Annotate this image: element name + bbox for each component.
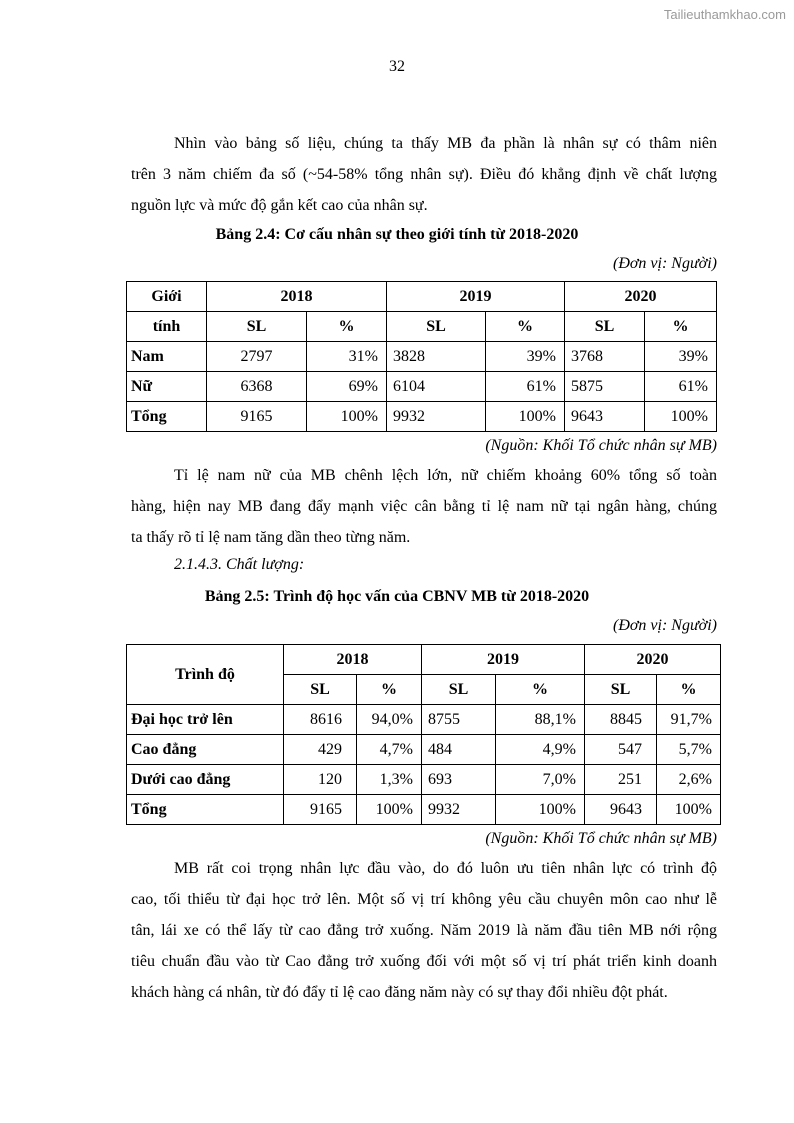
table-cell: 31% (307, 342, 387, 372)
header-cell: Trình độ (127, 645, 284, 705)
year-header: 2019 (422, 645, 585, 675)
table-cell: 100% (307, 402, 387, 432)
row-label: Đại học trở lên (127, 705, 284, 735)
table-cell: 2797 (207, 342, 307, 372)
table-unit: (Đơn vị: Người) (612, 255, 717, 272)
page-number: 32 (389, 58, 405, 75)
table-cell: 4,9% (496, 735, 585, 765)
year-header: 2020 (585, 645, 721, 675)
table-cell: 3828 (387, 342, 486, 372)
sl-header: SL (387, 312, 486, 342)
table-header-row (127, 282, 717, 312)
pct-header: % (645, 312, 717, 342)
table-cell: 88,1% (496, 705, 585, 735)
table-cell: 39% (645, 342, 717, 372)
table-row (127, 372, 717, 402)
table-cell: 9932 (387, 402, 486, 432)
sl-header: SL (585, 675, 657, 705)
sl-header: SL (565, 312, 645, 342)
table-cell: 94,0% (357, 705, 422, 735)
table-cell: 693 (422, 765, 496, 795)
paragraph-line: Nhìn vào bảng số liệu, chúng ta thấy MB đa phần là nhân sự có thâm niên (174, 135, 717, 152)
header-cell: tính (127, 312, 207, 342)
table-header-row (127, 645, 721, 675)
table-cell: 251 (585, 765, 657, 795)
paragraph-line: tân, lái xe có thể lấy từ cao đẳng trở xuống. Năm 2019 là năm đầu tiên MB nới rộng (131, 922, 717, 939)
table-cell: 9165 (207, 402, 307, 432)
table-cell: 9165 (284, 795, 357, 825)
paragraph-education (131, 853, 717, 1008)
row-label: Cao đẳng (127, 735, 284, 765)
row-label: Tổng (127, 795, 284, 825)
table-caption: Bảng 2.5: Trình độ học vấn của CBNV MB từ 2018-2020 (204, 588, 590, 605)
gender-table (126, 281, 717, 432)
table-cell: 100% (496, 795, 585, 825)
watermark: Tailieuthamkhao.com (663, 7, 786, 22)
table-cell: 120 (284, 765, 357, 795)
paragraph-gender (131, 460, 717, 553)
year-header: 2019 (387, 282, 565, 312)
paragraph-line: Tỉ lệ nam nữ của MB chênh lệch lớn, nữ chiếm khoảng 60% tổng số toàn (174, 467, 717, 484)
pct-header: % (357, 675, 422, 705)
table-cell: 91,7% (657, 705, 721, 735)
table-row (127, 765, 721, 795)
table-subheader-row (127, 312, 717, 342)
paragraph-seniority (131, 128, 717, 221)
table-cell: 100% (357, 795, 422, 825)
education-table (126, 644, 721, 825)
table-cell: 2,6% (657, 765, 721, 795)
year-header: 2018 (284, 645, 422, 675)
table-row (127, 735, 721, 765)
pct-header: % (307, 312, 387, 342)
table-cell: 8755 (422, 705, 496, 735)
table-cell: 7,0% (496, 765, 585, 795)
paragraph-line: trên 3 năm chiếm đa số (~54-58% tổng nhân sự). Điều đó khẳng định về chất lượng (131, 166, 717, 183)
header-cell: Giới (127, 282, 207, 312)
table-source: (Nguồn: Khối Tổ chức nhân sự MB) (485, 437, 717, 454)
paragraph-line: cao, tối thiểu từ đại học trở lên. Một số vị trí không yêu cầu chuyên môn cao như lễ (131, 891, 717, 908)
table-cell: 9643 (565, 402, 645, 432)
table-cell: 9932 (422, 795, 496, 825)
table-cell: 4,7% (357, 735, 422, 765)
sl-header: SL (207, 312, 307, 342)
table-unit: (Đơn vị: Người) (612, 617, 717, 634)
paragraph-line: khách hàng cá nhân, từ đó đẩy tỉ lệ cao đăng năm này có sự thay đổi nhiều đột phát. (131, 984, 668, 1001)
sl-header: SL (284, 675, 357, 705)
table-cell: 39% (486, 342, 565, 372)
table-cell: 61% (645, 372, 717, 402)
table-cell: 429 (284, 735, 357, 765)
table-cell: 100% (486, 402, 565, 432)
table-row (127, 402, 717, 432)
year-header: 2018 (207, 282, 387, 312)
table-row (127, 342, 717, 372)
table-cell: 8616 (284, 705, 357, 735)
table-cell: 61% (486, 372, 565, 402)
row-label: Nữ (127, 372, 207, 402)
row-label: Dưới cao đẳng (127, 765, 284, 795)
table-row (127, 795, 721, 825)
table-cell: 100% (645, 402, 717, 432)
table-cell: 9643 (585, 795, 657, 825)
pct-header: % (486, 312, 565, 342)
year-header: 2020 (565, 282, 717, 312)
table-cell: 484 (422, 735, 496, 765)
table-cell: 3768 (565, 342, 645, 372)
table-source: (Nguồn: Khối Tổ chức nhân sự MB) (485, 830, 717, 847)
paragraph-line: hàng, hiện nay MB đang đẩy mạnh việc cân bằng tỉ lệ nam nữ tại ngân hàng, chúng (131, 498, 717, 515)
pct-header: % (657, 675, 721, 705)
table-cell: 5,7% (657, 735, 721, 765)
table-caption: Bảng 2.4: Cơ cấu nhân sự theo giới tính từ 2018-2020 (215, 226, 579, 243)
table-cell: 69% (307, 372, 387, 402)
table-cell: 100% (657, 795, 721, 825)
paragraph-line: ta thấy rõ tỉ lệ nam tăng dần theo từng năm. (131, 529, 411, 546)
table-cell: 6368 (207, 372, 307, 402)
table-row (127, 705, 721, 735)
paragraph-line: nguồn lực và mức độ gắn kết cao của nhân sự. (131, 197, 428, 214)
sl-header: SL (422, 675, 496, 705)
paragraph-line: MB rất coi trọng nhân lực đầu vào, do đó luôn ưu tiên nhân lực có trình độ (174, 860, 717, 877)
table-cell: 1,3% (357, 765, 422, 795)
table-cell: 547 (585, 735, 657, 765)
table-cell: 6104 (387, 372, 486, 402)
paragraph-line: tiêu chuẩn đầu vào từ Cao đẳng trở xuống đối với một số vị trí phát triển kinh doanh (131, 953, 717, 970)
pct-header: % (496, 675, 585, 705)
table-cell: 8845 (585, 705, 657, 735)
table-cell: 5875 (565, 372, 645, 402)
row-label: Tổng (127, 402, 207, 432)
row-label: Nam (127, 342, 207, 372)
subheading: 2.1.4.3. Chất lượng: (174, 556, 305, 573)
